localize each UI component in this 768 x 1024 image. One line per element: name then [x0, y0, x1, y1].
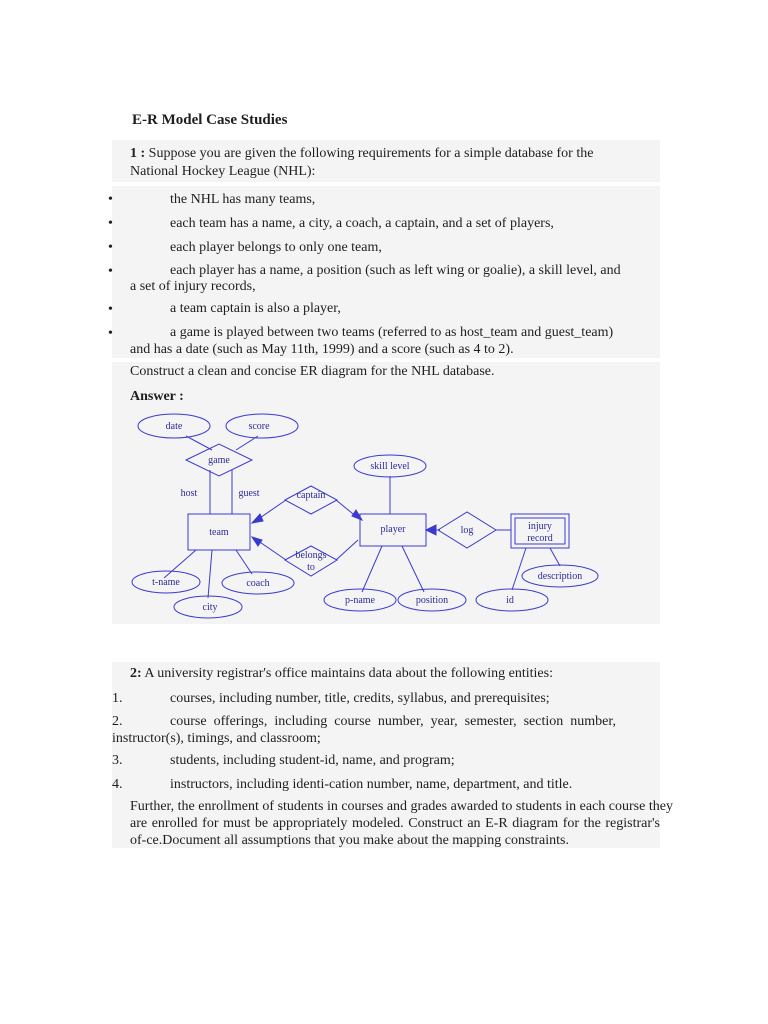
attribute-label: p-name: [345, 595, 375, 606]
q2-further-line: of-ce.Document all assumptions that you make about the mapping constraints.: [130, 833, 569, 848]
list-number: 4.: [112, 777, 123, 792]
bullet-marker: •: [108, 264, 113, 279]
connector-line: [164, 550, 196, 578]
entity-label: record: [527, 533, 553, 544]
arrowhead: [252, 537, 262, 546]
connector-line: [336, 540, 358, 560]
entity-label: player: [380, 524, 406, 535]
relationship-label: captain: [296, 490, 326, 501]
q2-further-line: are enrolled for must be appropriately modeled. Construct an E-R diagram for the registrar's: [130, 816, 660, 831]
attribute-label: t-name: [152, 577, 180, 588]
page-title: E-R Model Case Studies: [132, 112, 288, 128]
q2-number: 2:: [130, 666, 142, 681]
role-label: guest: [238, 488, 260, 499]
connector-line: [512, 548, 526, 590]
attribute-label: city: [202, 602, 218, 613]
attribute-label: skill level: [370, 461, 410, 472]
relationship-label: belongs: [295, 550, 327, 561]
bullet-item-continued: a set of injury records,: [130, 279, 256, 294]
list-item: courses, including number, title, credits, syllabus, and prerequisites;: [170, 691, 550, 706]
connector-line: [550, 548, 560, 566]
bullet-item: a game is played between two teams (referred to as host_team and guest_team): [170, 325, 614, 340]
q1-construct-text: Construct a clean and concise ER diagram for the NHL database.: [130, 364, 495, 379]
bullet-item: each team has a name, a city, a coach, a captain, and a set of players,: [170, 216, 554, 231]
bullet-marker: •: [108, 302, 113, 317]
list-item-continued: instructor(s), timings, and classroom;: [112, 731, 321, 746]
bullet-item: a team captain is also a player,: [170, 301, 341, 316]
relationship-label: to: [307, 562, 315, 573]
attribute-label: coach: [246, 578, 270, 589]
bullet-item: each player belongs to only one team,: [170, 240, 382, 255]
connector-line: [186, 436, 212, 450]
connector-line: [362, 546, 382, 592]
attribute-label: id: [506, 595, 514, 606]
q1-number: 1 :: [130, 146, 146, 161]
bullet-item-continued: and has a date (such as May 11th, 1999) and a score (such as 4 to 2).: [130, 342, 514, 357]
connector-line: [208, 550, 212, 598]
q1-intro-line2: National Hockey League (NHL):: [130, 164, 316, 179]
list-number: 3.: [112, 753, 123, 768]
relationship-label: game: [208, 455, 230, 466]
q2-intro: [130, 665, 553, 683]
bullet-item: the NHL has many teams,: [170, 192, 316, 207]
answer-label: Answer :: [130, 389, 184, 404]
role-label: host: [180, 488, 198, 499]
list-item: course offerings, including course number, year, semester, section number,: [170, 714, 616, 729]
bullet-item: each player has a name, a position (such as left wing or goalie), a skill level, and: [170, 263, 621, 278]
connector-line: [402, 546, 424, 592]
list-item: students, including student-id, name, and program;: [170, 753, 455, 768]
list-item: instructors, including identi-cation number, name, department, and title.: [170, 777, 573, 792]
q2-intro-text: A university registrar's office maintains data about the following entities:: [144, 666, 553, 681]
arrowhead: [426, 525, 436, 535]
bullet-marker: •: [108, 326, 113, 341]
q1-intro-line1: Suppose you are given the following requirements for a simple database for the: [148, 146, 594, 161]
bullet-marker: •: [108, 216, 113, 231]
list-number: 1.: [112, 691, 123, 706]
list-number: 2.: [112, 714, 123, 729]
q2-further-line: Further, the enrollment of students in courses and grades awarded to students in each course they: [130, 799, 673, 814]
attribute-label: score: [248, 421, 270, 432]
attribute-label: position: [415, 595, 449, 606]
bullet-marker: •: [108, 192, 113, 207]
connector-line: [236, 550, 252, 574]
entity-label: injury: [528, 521, 552, 532]
entity-label: team: [209, 527, 229, 538]
bullet-marker: •: [108, 240, 113, 255]
attribute-label: date: [165, 421, 183, 432]
attribute-label: description: [537, 571, 583, 582]
relationship-label: log: [460, 525, 474, 536]
arrowhead: [252, 514, 263, 523]
